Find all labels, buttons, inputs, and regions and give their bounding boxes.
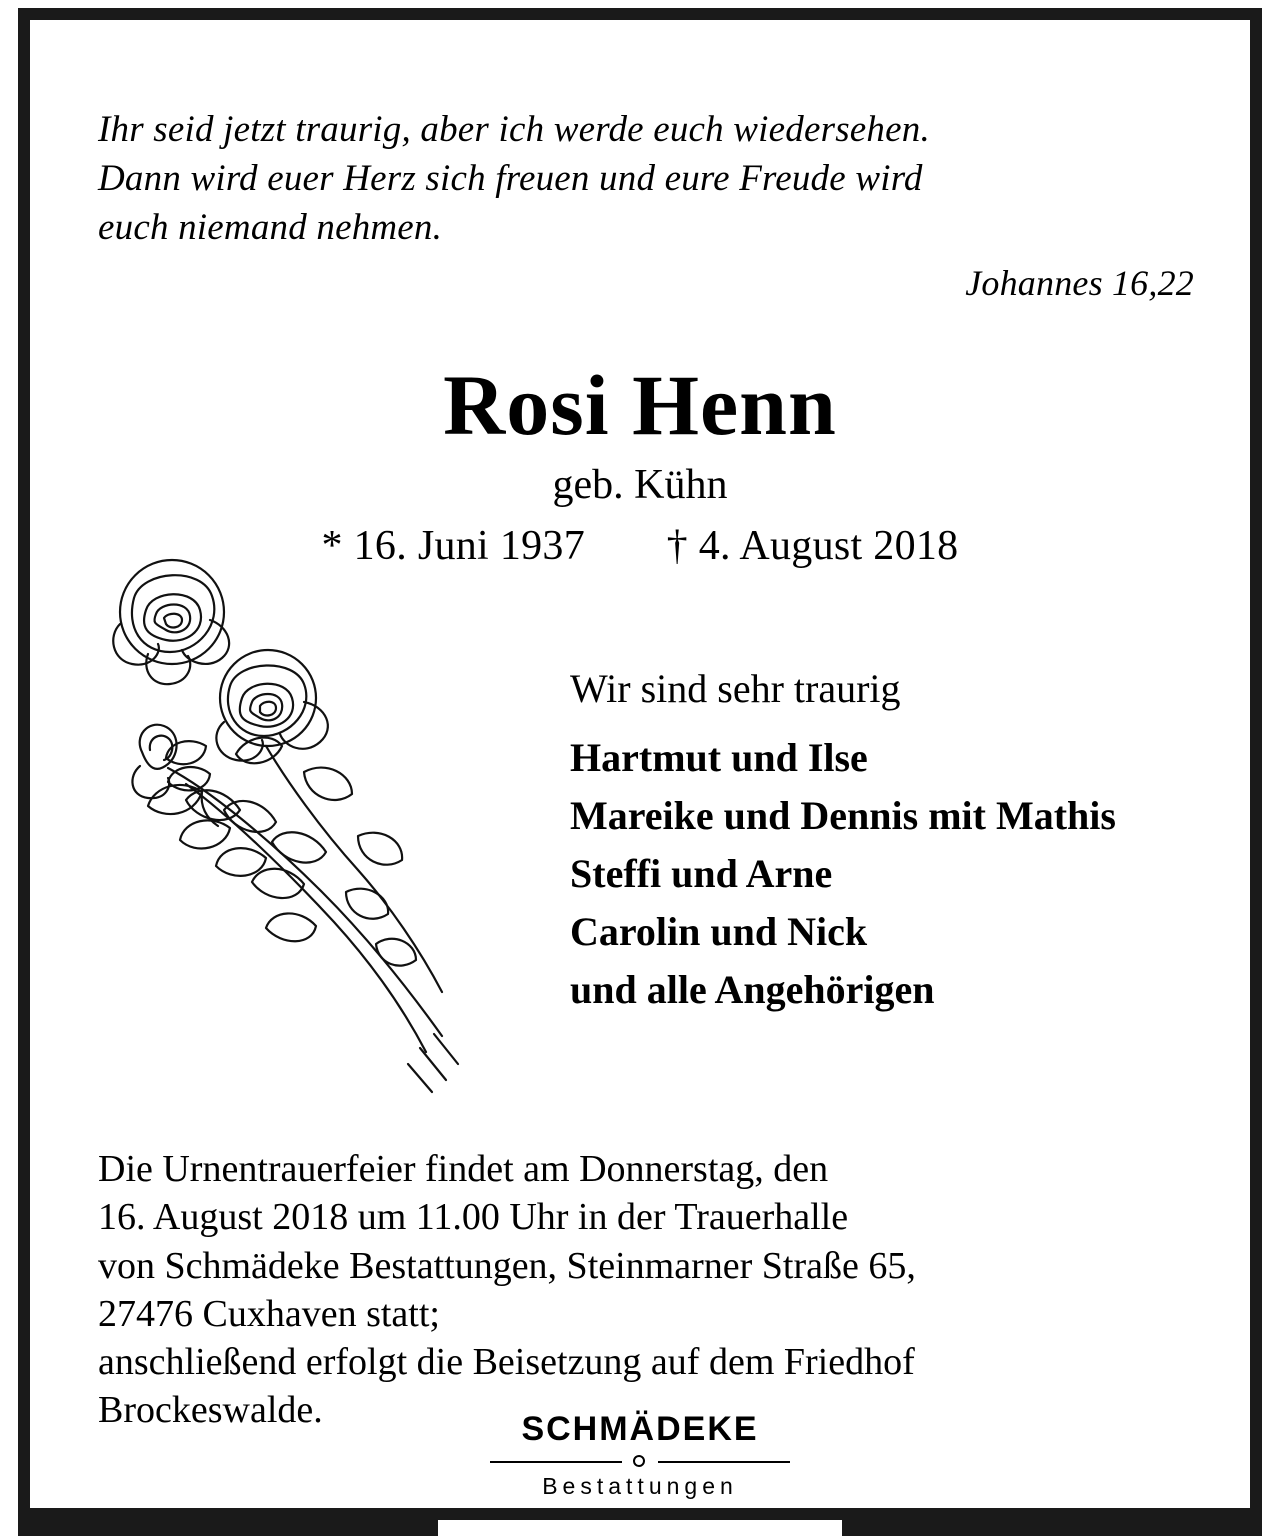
mourner-line: Carolin und Nick — [570, 909, 868, 954]
mourners-intro: Wir sind sehr traurig — [570, 666, 901, 711]
quote-source: Johannes 16,22 — [965, 263, 1194, 304]
mourner-line: und alle Angehörigen — [570, 967, 935, 1012]
roses-illustration — [90, 540, 470, 1100]
funeral-home-logo — [30, 1410, 1250, 1500]
logo-dot-icon — [633, 1455, 645, 1467]
bottom-bar-right — [842, 1520, 1262, 1536]
mourner-line: Hartmut und Ilse — [570, 735, 868, 780]
death-date: † 4. August 2018 — [666, 523, 959, 570]
deceased-name-block — [30, 357, 1250, 570]
details-line: anschließend erfolgt die Beisetzung auf dem Friedhof — [98, 1341, 915, 1383]
quote-line: Dann wird euer Herz sich freuen und eure Freude wird — [98, 157, 923, 199]
obituary-card — [30, 20, 1250, 1508]
deceased-maiden-name: geb. Kühn — [552, 462, 728, 509]
details-line: 27476 Cuxhaven statt; — [98, 1292, 440, 1335]
birth-date: * 16. Juni 1937 — [321, 523, 586, 570]
deceased-name: Rosi Henn — [443, 357, 837, 453]
logo-subtitle: Bestattungen — [542, 1473, 738, 1499]
details-line: von Schmädeke Bestattungen, Steinmarner Straße 65, — [98, 1244, 916, 1287]
logo-name: SCHMÄDEKE — [521, 1410, 759, 1448]
quote-line: euch niemand nehmen. — [98, 206, 443, 248]
mourner-line: Mareike und Dennis mit Mathis — [570, 793, 1116, 838]
quote-line: Ihr seid jetzt traurig, aber ich werde euch wiedersehen. — [98, 109, 930, 150]
quote-block — [98, 106, 1198, 308]
details-line: Die Urnentrauerfeier findet am Donnerstag, den — [98, 1148, 829, 1190]
mourner-line: Steffi und Arne — [570, 851, 833, 896]
bottom-bar-left — [18, 1520, 438, 1536]
details-line: 16. August 2018 um 11.00 Uhr in der Trauerhalle — [98, 1196, 849, 1239]
mourners-block — [570, 665, 1230, 1019]
funeral-details — [98, 1145, 1218, 1435]
obituary-frame — [18, 8, 1262, 1520]
logo-divider — [490, 1455, 790, 1469]
details-line: Brockeswalde. — [98, 1389, 323, 1432]
